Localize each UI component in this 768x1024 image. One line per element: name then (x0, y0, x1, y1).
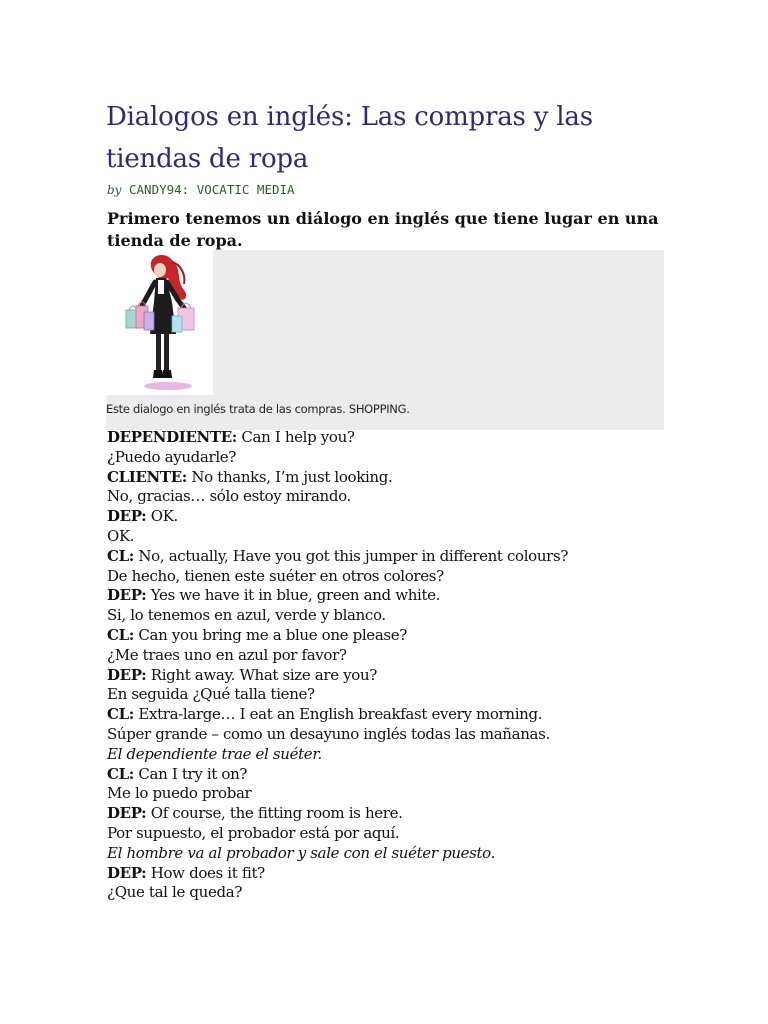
dialog-text: Si, lo tenemos en azul, verde y blanco. (107, 606, 386, 625)
dialog-line (107, 567, 667, 587)
dialog-text: Por supuesto, el probador está por aquí. (107, 823, 400, 842)
dialog-line (107, 448, 667, 468)
article-intro: Primero tenemos un diálogo en inglés que tiene lugar en una tienda de ropa. (107, 209, 659, 250)
dialog-line (107, 725, 667, 745)
dialog-text: How does it fit? (146, 863, 265, 882)
dialog-line (107, 606, 667, 626)
dialog-line (107, 646, 667, 666)
dialog-speaker: DEP: (107, 507, 147, 526)
dialog-text: Súper grande – como un desayuno inglés todas las mañanas. (107, 724, 550, 743)
figure-caption: Este dialogo en inglés trata de las compras. SHOPPING. (106, 402, 410, 416)
dialog-speaker: DEP: (107, 863, 147, 882)
dialog-text: Of course, the fitting room is here. (146, 804, 403, 823)
article-byline (107, 182, 295, 197)
dialog-speaker: CL: (107, 546, 134, 565)
dialog-line (107, 468, 667, 488)
dialog-text: Can I try it on? (133, 764, 248, 783)
dialog-text: Me lo puedo probar (107, 784, 252, 803)
dialog-text: ¿Puedo ayudarle? (107, 447, 236, 466)
dialog-line (107, 784, 667, 804)
dialog-speaker: DEP: (107, 665, 147, 684)
dialog-narration: El dependiente trae el suéter. (107, 744, 322, 763)
dialog-text: Can I help you? (236, 428, 355, 446)
dialog-line (107, 685, 667, 705)
dialog-text: En seguida ¿Qué talla tiene? (107, 685, 315, 704)
dialog-speaker: DEP: (107, 586, 147, 605)
shopping-woman-illustration-icon (106, 250, 213, 395)
dialog-text: No thanks, I’m just looking. (186, 467, 393, 486)
dialog-text: Yes we have it in blue, green and white. (146, 586, 441, 605)
dialog-line (107, 666, 667, 686)
dialog-line (107, 804, 667, 824)
dialog-line (107, 586, 667, 606)
dialog-text: ¿Que tal le queda? (107, 883, 243, 902)
dialog-text: Right away. What size are you? (146, 665, 377, 684)
dialog-speaker: CL: (107, 705, 134, 724)
dialog-line (107, 626, 667, 646)
dialog-text: ¿Me traes uno en azul por favor? (107, 645, 347, 664)
dialog-line (107, 824, 667, 844)
dialog-line (107, 765, 667, 785)
article-figure (106, 250, 664, 430)
dialog-text: OK. (107, 526, 135, 545)
dialog-speaker: CL: (107, 625, 134, 644)
dialog-transcript (107, 428, 667, 903)
byline-prefix: by (107, 183, 122, 197)
dialog-line (107, 745, 667, 765)
dialog-text: De hecho, tienen este suéter en otros colores? (107, 566, 444, 585)
dialog-text: No, gracias… sólo estoy mirando. (107, 487, 351, 506)
dialog-line (107, 428, 667, 448)
dialog-line (107, 487, 667, 507)
dialog-speaker: CL: (107, 764, 134, 783)
dialog-line (107, 705, 667, 725)
dialog-line (107, 507, 667, 527)
dialog-line (107, 844, 667, 864)
dialog-speaker: DEPENDIENTE: (107, 428, 237, 446)
dialog-line (107, 864, 667, 884)
dialog-speaker: DEP: (107, 804, 147, 823)
dialog-line (107, 883, 667, 903)
dialog-line (107, 527, 667, 547)
dialog-text: No, actually, Have you got this jumper in different colours? (133, 546, 569, 565)
dialog-text: OK. (146, 507, 178, 526)
dialog-speaker: CLIENTE: (107, 467, 187, 486)
byline-author-link[interactable]: CANDY94: VOCATIC MEDIA (129, 182, 295, 197)
article-title: Dialogos en inglés: Las compras y las tiendas de ropa (106, 102, 593, 174)
dialog-narration: El hombre va al probador y sale con el suéter puesto. (107, 843, 496, 862)
dialog-line (107, 547, 667, 567)
dialog-text: Extra-large… I eat an English breakfast every morning. (133, 705, 543, 724)
dialog-text: Can you bring me a blue one please? (133, 625, 407, 644)
